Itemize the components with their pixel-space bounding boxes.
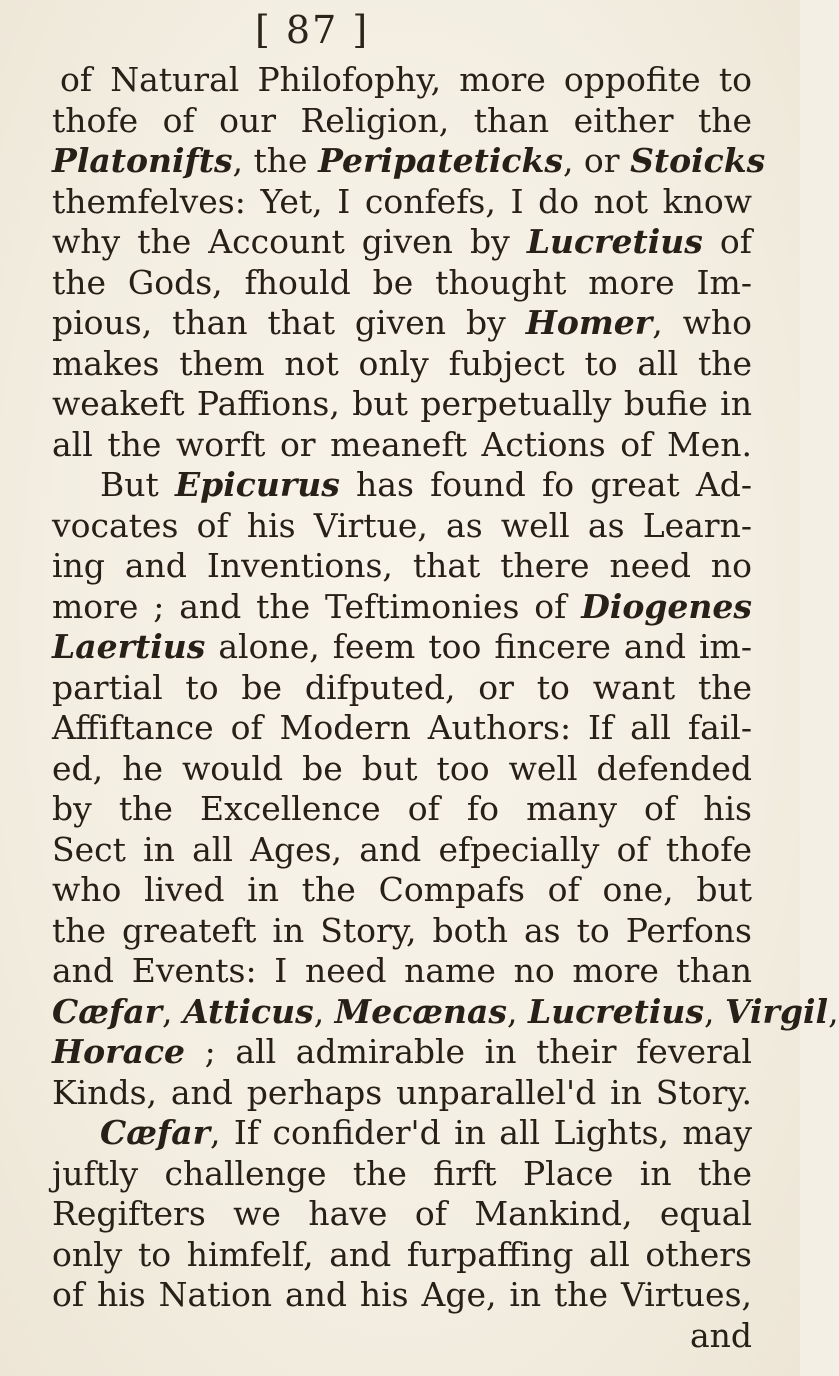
text-run: pious, than that given by bbox=[52, 303, 526, 342]
text-run: juftly challenge the firft Place in the bbox=[52, 1153, 752, 1193]
text-run: , bbox=[313, 991, 335, 1031]
text-run: makes them not only fubject to all the bbox=[52, 343, 752, 383]
text-line bbox=[52, 506, 752, 547]
text-run: has found fo great Ad- bbox=[339, 465, 752, 504]
italic-text: Cæfar bbox=[100, 1113, 210, 1152]
italic-text: Stoicks bbox=[630, 141, 766, 180]
text-line bbox=[52, 1275, 752, 1316]
text-line bbox=[52, 1316, 752, 1357]
text-line bbox=[52, 222, 752, 263]
italic-text: Virgil bbox=[725, 991, 829, 1031]
italic-text: Lucretius bbox=[527, 991, 705, 1031]
text-run: thofe of our Religion, than either the bbox=[52, 100, 752, 140]
text-run: and bbox=[689, 1315, 752, 1355]
text-run: But bbox=[100, 465, 175, 504]
text-run: of Natural Philofophy, more oppofite to bbox=[60, 60, 752, 99]
text-line bbox=[52, 263, 752, 304]
text-run: , who bbox=[652, 303, 752, 342]
text-run: only to himfelf, and furpaffing all others bbox=[52, 1234, 752, 1274]
text-run: , bbox=[161, 991, 183, 1031]
text-line bbox=[52, 749, 752, 790]
text-line bbox=[52, 182, 752, 223]
italic-text: s bbox=[544, 141, 563, 180]
text-run: , or bbox=[562, 141, 631, 180]
text-line bbox=[52, 1235, 752, 1276]
text-line bbox=[52, 951, 752, 992]
text-line bbox=[52, 465, 752, 506]
text-line bbox=[52, 991, 839, 1033]
text-run: who lived in the Compafs of one, but bbox=[52, 870, 752, 909]
text-line bbox=[52, 789, 752, 830]
text-run: all the worft or meaneft Actions of Men. bbox=[52, 424, 752, 464]
italic-text: Epicurus bbox=[174, 465, 340, 504]
italic-text: Diogenes bbox=[581, 586, 752, 626]
text-line bbox=[52, 870, 752, 911]
text-run: vocates of his Virtue, as well as Learn- bbox=[52, 505, 752, 545]
text-run: , bbox=[507, 991, 528, 1031]
text-run: Kinds, and perhaps unparallel'd in Story. bbox=[52, 1072, 752, 1112]
text-line bbox=[52, 1113, 752, 1154]
text-line bbox=[52, 830, 752, 871]
italic-text: Peripatetick bbox=[318, 141, 545, 180]
italic-text: Horace bbox=[52, 1032, 186, 1071]
italic-text: Laertius bbox=[52, 627, 206, 666]
page-number: [ 87 ] bbox=[255, 8, 370, 52]
text-run: ed, he would be but too well defended bbox=[52, 748, 752, 788]
text-line bbox=[52, 425, 752, 466]
text-line bbox=[52, 1194, 752, 1235]
text-run: Sect in all Ages, and efpecially of thofe bbox=[52, 829, 752, 869]
text-line bbox=[52, 708, 752, 749]
text-line bbox=[52, 60, 752, 101]
text-line bbox=[52, 101, 752, 142]
body-text bbox=[52, 60, 839, 1356]
italic-text: Mecænas bbox=[334, 991, 507, 1031]
text-run: of bbox=[702, 222, 752, 261]
text-run: , bbox=[704, 991, 725, 1031]
text-run: and Events: I need name no more than bbox=[52, 951, 752, 990]
text-run: the Gods, fhould be thought more Im- bbox=[52, 262, 752, 302]
text-run: ; all admirable in their feveral bbox=[185, 1032, 752, 1071]
italic-text: Homer bbox=[525, 303, 653, 342]
text-line bbox=[52, 141, 766, 182]
text-run: Affiftance of Modern Authors: If all fail- bbox=[52, 708, 752, 747]
text-run: ing and Inventions, that there need no bbox=[52, 546, 752, 585]
text-run: why the Account given by bbox=[52, 222, 527, 261]
text-line bbox=[52, 587, 752, 628]
text-run: , If confider'd in all Lights, may bbox=[209, 1113, 752, 1152]
italic-text: Lucretius bbox=[526, 222, 703, 261]
text-line bbox=[52, 303, 752, 344]
text-line bbox=[52, 1032, 752, 1073]
text-line bbox=[52, 911, 752, 952]
text-run: , bbox=[828, 991, 839, 1031]
text-run: of his Nation and his Age, in the Virtues, bbox=[52, 1275, 752, 1314]
text-run: the greateft in Story, both as to Perfons bbox=[52, 910, 752, 950]
text-run: , the bbox=[232, 141, 319, 180]
text-run: weakeft Paffions, but perpetually bufie in bbox=[52, 384, 752, 423]
text-line bbox=[52, 384, 752, 425]
text-run: Regifters we have of Mankind, equal bbox=[52, 1194, 752, 1233]
text-run: themfelves: Yet, I confefs, I do not know bbox=[52, 181, 752, 221]
text-line bbox=[52, 1073, 752, 1114]
text-run: by the Excellence of fo many of his bbox=[52, 789, 752, 828]
text-run: more ; and the Teftimonies of bbox=[52, 586, 582, 626]
text-line bbox=[52, 668, 752, 709]
text-line bbox=[52, 1154, 752, 1195]
text-line bbox=[52, 344, 752, 385]
text-run: alone, feem too fincere and im- bbox=[205, 627, 752, 666]
italic-text: Platonifts bbox=[52, 141, 233, 180]
text-run: partial to be difputed, or to want the bbox=[52, 667, 752, 707]
text-line bbox=[52, 627, 752, 668]
italic-text: Atticus bbox=[182, 991, 314, 1031]
text-line bbox=[52, 546, 752, 587]
italic-text: Cæfar bbox=[52, 991, 162, 1031]
